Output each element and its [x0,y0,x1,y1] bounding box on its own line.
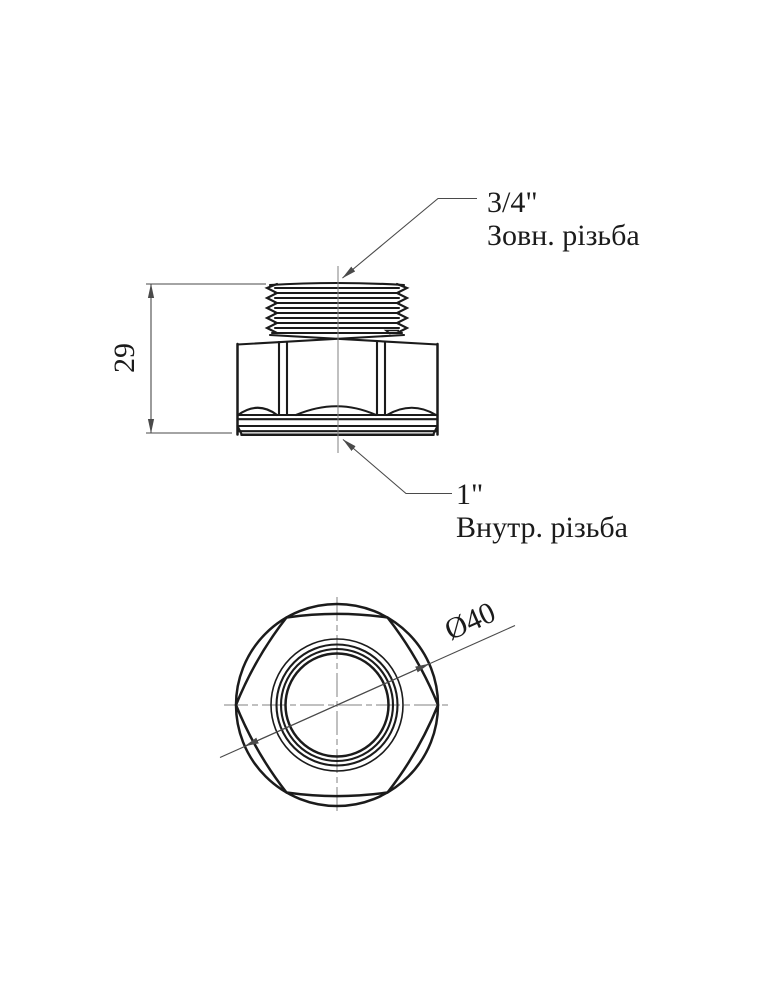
external-thread [267,283,407,334]
front-view [238,266,438,453]
thread-crest-lines [272,288,402,333]
height-dimension-label: 29 [108,343,141,373]
external-thread-caption: Зовн. різьба [487,219,640,252]
diameter-dimension-label: Ø40 [439,595,501,647]
internal-thread-callout [343,440,628,545]
internal-thread-leader-line [343,440,452,494]
external-thread-size-label: 3/4" [487,186,538,219]
internal-thread-size-label: 1" [456,478,484,511]
diameter-arrow-upper [337,664,429,705]
external-thread-leader-line [343,199,478,279]
thread-top-edge [270,283,404,285]
diameter-arrow-lower [245,705,337,746]
diameter-dimension [220,596,515,758]
bottom-view [220,596,515,814]
external-thread-callout [343,186,640,278]
height-dimension [108,284,266,433]
hex-bottom-chamfer-arcs [238,406,436,415]
internal-thread-caption: Внутр. різьба [456,511,628,544]
hex-face-edges [279,342,385,415]
